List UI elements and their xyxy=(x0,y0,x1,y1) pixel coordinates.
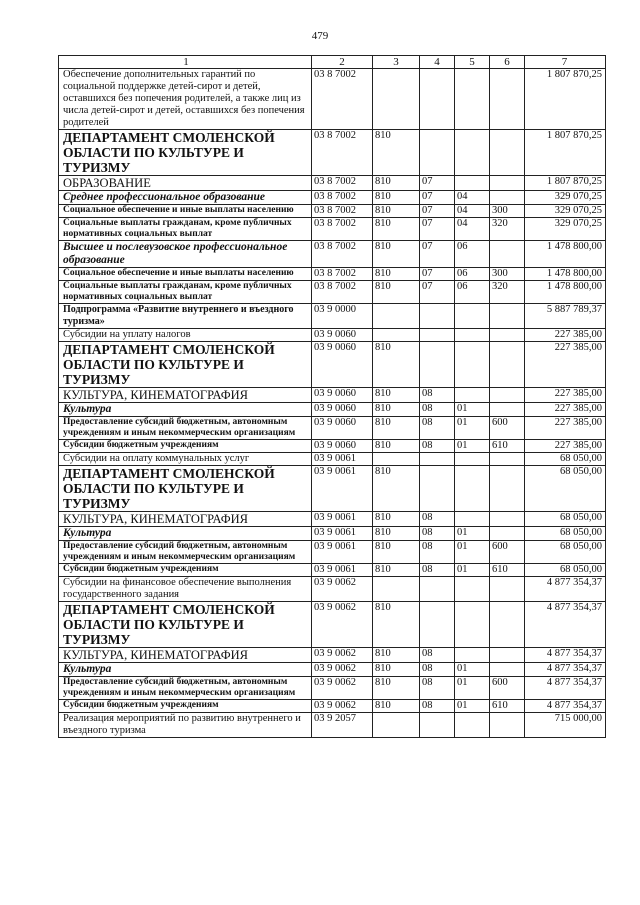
section-cell: 08 xyxy=(420,417,455,440)
subsection-cell: 01 xyxy=(455,700,490,713)
table-row xyxy=(59,329,606,342)
amount-cell: 4 877 354,37 xyxy=(525,663,606,677)
expense-type-cell: 600 xyxy=(490,677,525,700)
name-cell: КУЛЬТУРА, КИНЕМАТОГРАФИЯ xyxy=(59,648,312,663)
section-cell: 08 xyxy=(420,512,455,527)
amount-cell: 4 877 354,37 xyxy=(525,677,606,700)
dept-code-cell: 810 xyxy=(373,440,420,453)
table-row xyxy=(59,512,606,527)
expense-type-cell: 600 xyxy=(490,417,525,440)
section-cell: 08 xyxy=(420,541,455,564)
header-col-2: 2 xyxy=(312,56,373,69)
dept-code-cell: 810 xyxy=(373,700,420,713)
expense-type-cell xyxy=(490,663,525,677)
code-cell: 03 9 0061 xyxy=(312,453,373,466)
subsection-cell xyxy=(455,466,490,512)
expense-type-cell xyxy=(490,388,525,403)
dept-code-cell: 810 xyxy=(373,648,420,663)
code-cell: 03 8 7002 xyxy=(312,281,373,304)
code-cell: 03 8 7002 xyxy=(312,241,373,268)
dept-code-cell: 810 xyxy=(373,677,420,700)
subsection-cell: 01 xyxy=(455,541,490,564)
section-cell: 08 xyxy=(420,648,455,663)
name-cell: Обеспечение дополнительных гарантий по социальной поддержке детей-сирот и детей, оставшихся без попечения родителей, а также лиц из числа детей-сирот и детей, оставшихся без попечения родителей xyxy=(59,69,312,130)
expense-type-cell xyxy=(490,577,525,602)
header-row xyxy=(59,56,606,69)
table-row xyxy=(59,541,606,564)
subsection-cell xyxy=(455,304,490,329)
section-cell xyxy=(420,130,455,176)
name-cell: ДЕПАРТАМЕНТ СМОЛЕНСКОЙ ОБЛАСТИ ПО КУЛЬТУРЕ И ТУРИЗМУ xyxy=(59,130,312,176)
dept-code-cell xyxy=(373,453,420,466)
name-cell: Субсидии на оплату коммунальных услуг xyxy=(59,453,312,466)
table-row xyxy=(59,388,606,403)
header-col-3: 3 xyxy=(373,56,420,69)
table-row xyxy=(59,191,606,205)
section-cell: 08 xyxy=(420,440,455,453)
name-cell: Предоставление субсидий бюджетным, автономным учреждениям и иным некоммерческим организациям xyxy=(59,417,312,440)
subsection-cell xyxy=(455,176,490,191)
table-row xyxy=(59,281,606,304)
dept-code-cell: 810 xyxy=(373,176,420,191)
expense-type-cell xyxy=(490,69,525,130)
section-cell xyxy=(420,577,455,602)
name-cell: Субсидии на уплату налогов xyxy=(59,329,312,342)
section-cell xyxy=(420,329,455,342)
expense-type-cell xyxy=(490,342,525,388)
amount-cell: 1 807 870,25 xyxy=(525,69,606,130)
table-row xyxy=(59,130,606,176)
section-cell xyxy=(420,713,455,738)
amount-cell: 329 070,25 xyxy=(525,205,606,218)
amount-cell: 68 050,00 xyxy=(525,466,606,512)
name-cell: Культура xyxy=(59,663,312,677)
dept-code-cell: 810 xyxy=(373,241,420,268)
name-cell: Субсидии бюджетным учреждениям xyxy=(59,700,312,713)
subsection-cell xyxy=(455,130,490,176)
code-cell: 03 9 0060 xyxy=(312,417,373,440)
code-cell: 03 8 7002 xyxy=(312,218,373,241)
code-cell: 03 9 0061 xyxy=(312,466,373,512)
expense-type-cell xyxy=(490,304,525,329)
table-row xyxy=(59,677,606,700)
table-row xyxy=(59,205,606,218)
dept-code-cell: 810 xyxy=(373,342,420,388)
expense-type-cell: 320 xyxy=(490,218,525,241)
code-cell: 03 8 7002 xyxy=(312,205,373,218)
amount-cell: 68 050,00 xyxy=(525,453,606,466)
expense-type-cell xyxy=(490,602,525,648)
subsection-cell: 01 xyxy=(455,440,490,453)
header-col-1: 1 xyxy=(59,56,312,69)
amount-cell: 4 877 354,37 xyxy=(525,700,606,713)
expense-type-cell xyxy=(490,241,525,268)
name-cell: Субсидии бюджетным учреждениям xyxy=(59,564,312,577)
amount-cell: 1 478 800,00 xyxy=(525,281,606,304)
code-cell: 03 9 2057 xyxy=(312,713,373,738)
subsection-cell: 06 xyxy=(455,281,490,304)
section-cell: 07 xyxy=(420,218,455,241)
amount-cell: 329 070,25 xyxy=(525,191,606,205)
expense-type-cell: 610 xyxy=(490,700,525,713)
subsection-cell xyxy=(455,713,490,738)
table-row xyxy=(59,417,606,440)
header-col-6: 6 xyxy=(490,56,525,69)
dept-code-cell: 810 xyxy=(373,663,420,677)
name-cell: Реализация мероприятий по развитию внутреннего и въездного туризма xyxy=(59,713,312,738)
subsection-cell: 06 xyxy=(455,241,490,268)
table-row xyxy=(59,241,606,268)
amount-cell: 68 050,00 xyxy=(525,512,606,527)
expense-type-cell: 610 xyxy=(490,564,525,577)
name-cell: Социальные выплаты гражданам, кроме публичных нормативных социальных выплат xyxy=(59,218,312,241)
amount-cell: 227 385,00 xyxy=(525,440,606,453)
amount-cell: 5 887 789,37 xyxy=(525,304,606,329)
expense-type-cell: 300 xyxy=(490,205,525,218)
name-cell: Предоставление субсидий бюджетным, автономным учреждениям и иным некоммерческим организациям xyxy=(59,541,312,564)
name-cell: ОБРАЗОВАНИЕ xyxy=(59,176,312,191)
table-row xyxy=(59,602,606,648)
table-row xyxy=(59,713,606,738)
code-cell: 03 9 0062 xyxy=(312,602,373,648)
code-cell: 03 9 0060 xyxy=(312,440,373,453)
code-cell: 03 9 0062 xyxy=(312,648,373,663)
expense-type-cell xyxy=(490,453,525,466)
table-row xyxy=(59,466,606,512)
subsection-cell: 04 xyxy=(455,191,490,205)
expense-type-cell xyxy=(490,466,525,512)
section-cell xyxy=(420,342,455,388)
dept-code-cell: 810 xyxy=(373,403,420,417)
section-cell xyxy=(420,304,455,329)
amount-cell: 227 385,00 xyxy=(525,417,606,440)
subsection-cell xyxy=(455,512,490,527)
dept-code-cell: 810 xyxy=(373,512,420,527)
section-cell xyxy=(420,453,455,466)
code-cell: 03 9 0061 xyxy=(312,541,373,564)
expense-type-cell xyxy=(490,329,525,342)
dept-code-cell xyxy=(373,713,420,738)
name-cell: Культура xyxy=(59,527,312,541)
amount-cell: 227 385,00 xyxy=(525,403,606,417)
code-cell: 03 8 7002 xyxy=(312,69,373,130)
code-cell: 03 8 7002 xyxy=(312,191,373,205)
section-cell xyxy=(420,602,455,648)
section-cell xyxy=(420,466,455,512)
table-row xyxy=(59,218,606,241)
dept-code-cell: 810 xyxy=(373,205,420,218)
name-cell: Высшее и послевузовское профессиональное образование xyxy=(59,241,312,268)
table-row xyxy=(59,564,606,577)
dept-code-cell: 810 xyxy=(373,191,420,205)
table-row xyxy=(59,700,606,713)
subsection-cell: 01 xyxy=(455,663,490,677)
subsection-cell xyxy=(455,342,490,388)
table-row xyxy=(59,527,606,541)
section-cell: 08 xyxy=(420,700,455,713)
section-cell: 07 xyxy=(420,205,455,218)
subsection-cell: 01 xyxy=(455,403,490,417)
table-row xyxy=(59,648,606,663)
subsection-cell: 04 xyxy=(455,218,490,241)
subsection-cell: 01 xyxy=(455,564,490,577)
amount-cell: 227 385,00 xyxy=(525,329,606,342)
name-cell: Культура xyxy=(59,403,312,417)
subsection-cell xyxy=(455,388,490,403)
table-row xyxy=(59,453,606,466)
expense-type-cell: 610 xyxy=(490,440,525,453)
dept-code-cell: 810 xyxy=(373,218,420,241)
subsection-cell xyxy=(455,648,490,663)
amount-cell: 4 877 354,37 xyxy=(525,577,606,602)
code-cell: 03 9 0060 xyxy=(312,329,373,342)
section-cell: 07 xyxy=(420,191,455,205)
name-cell: ДЕПАРТАМЕНТ СМОЛЕНСКОЙ ОБЛАСТИ ПО КУЛЬТУРЕ И ТУРИЗМУ xyxy=(59,466,312,512)
section-cell: 08 xyxy=(420,663,455,677)
code-cell: 03 8 7002 xyxy=(312,130,373,176)
amount-cell: 4 877 354,37 xyxy=(525,602,606,648)
table-row xyxy=(59,342,606,388)
expense-type-cell xyxy=(490,713,525,738)
code-cell: 03 9 0060 xyxy=(312,342,373,388)
dept-code-cell xyxy=(373,577,420,602)
section-cell: 08 xyxy=(420,388,455,403)
header-col-5: 5 xyxy=(455,56,490,69)
name-cell: КУЛЬТУРА, КИНЕМАТОГРАФИЯ xyxy=(59,512,312,527)
section-cell: 08 xyxy=(420,564,455,577)
section-cell: 08 xyxy=(420,403,455,417)
name-cell: ДЕПАРТАМЕНТ СМОЛЕНСКОЙ ОБЛАСТИ ПО КУЛЬТУРЕ И ТУРИЗМУ xyxy=(59,342,312,388)
budget-table-body xyxy=(59,56,606,738)
expense-type-cell xyxy=(490,403,525,417)
header-col-4: 4 xyxy=(420,56,455,69)
expense-type-cell xyxy=(490,512,525,527)
dept-code-cell: 810 xyxy=(373,541,420,564)
amount-cell: 68 050,00 xyxy=(525,527,606,541)
name-cell: Социальное обеспечение и иные выплаты населению xyxy=(59,268,312,281)
amount-cell: 329 070,25 xyxy=(525,218,606,241)
amount-cell: 715 000,00 xyxy=(525,713,606,738)
code-cell: 03 8 7002 xyxy=(312,176,373,191)
subsection-cell xyxy=(455,69,490,130)
code-cell: 03 8 7002 xyxy=(312,268,373,281)
amount-cell: 227 385,00 xyxy=(525,342,606,388)
subsection-cell xyxy=(455,453,490,466)
amount-cell: 1 807 870,25 xyxy=(525,176,606,191)
expense-type-cell xyxy=(490,130,525,176)
table-row xyxy=(59,176,606,191)
expense-type-cell xyxy=(490,527,525,541)
amount-cell: 227 385,00 xyxy=(525,388,606,403)
expense-type-cell: 300 xyxy=(490,268,525,281)
dept-code-cell: 810 xyxy=(373,281,420,304)
name-cell: Предоставление субсидий бюджетным, автономным учреждениям и иным некоммерческим организациям xyxy=(59,677,312,700)
dept-code-cell: 810 xyxy=(373,417,420,440)
dept-code-cell: 810 xyxy=(373,564,420,577)
subsection-cell xyxy=(455,577,490,602)
name-cell: Среднее профессиональное образование xyxy=(59,191,312,205)
section-cell: 07 xyxy=(420,281,455,304)
budget-table xyxy=(58,55,606,738)
dept-code-cell: 810 xyxy=(373,130,420,176)
amount-cell: 1 478 800,00 xyxy=(525,241,606,268)
dept-code-cell: 810 xyxy=(373,388,420,403)
dept-code-cell: 810 xyxy=(373,268,420,281)
table-row xyxy=(59,577,606,602)
expense-type-cell xyxy=(490,176,525,191)
name-cell: Подпрограмма «Развитие внутреннего и въездного туризма» xyxy=(59,304,312,329)
dept-code-cell xyxy=(373,329,420,342)
amount-cell: 68 050,00 xyxy=(525,541,606,564)
expense-type-cell: 600 xyxy=(490,541,525,564)
expense-type-cell xyxy=(490,648,525,663)
code-cell: 03 9 0060 xyxy=(312,388,373,403)
code-cell: 03 9 0061 xyxy=(312,512,373,527)
name-cell: КУЛЬТУРА, КИНЕМАТОГРАФИЯ xyxy=(59,388,312,403)
dept-code-cell: 810 xyxy=(373,602,420,648)
code-cell: 03 9 0061 xyxy=(312,564,373,577)
dept-code-cell xyxy=(373,69,420,130)
section-cell: 07 xyxy=(420,241,455,268)
table-row xyxy=(59,663,606,677)
subsection-cell: 01 xyxy=(455,417,490,440)
code-cell: 03 9 0062 xyxy=(312,677,373,700)
header-col-7: 7 xyxy=(525,56,606,69)
amount-cell: 1 478 800,00 xyxy=(525,268,606,281)
table-row xyxy=(59,403,606,417)
dept-code-cell: 810 xyxy=(373,466,420,512)
subsection-cell: 04 xyxy=(455,205,490,218)
expense-type-cell xyxy=(490,191,525,205)
expense-type-cell: 320 xyxy=(490,281,525,304)
amount-cell: 68 050,00 xyxy=(525,564,606,577)
subsection-cell xyxy=(455,602,490,648)
dept-code-cell: 810 xyxy=(373,527,420,541)
code-cell: 03 9 0062 xyxy=(312,663,373,677)
code-cell: 03 9 0000 xyxy=(312,304,373,329)
code-cell: 03 9 0060 xyxy=(312,403,373,417)
section-cell xyxy=(420,69,455,130)
section-cell: 08 xyxy=(420,677,455,700)
section-cell: 07 xyxy=(420,268,455,281)
code-cell: 03 9 0062 xyxy=(312,577,373,602)
name-cell: Субсидии на финансовое обеспечение выполнения государственного задания xyxy=(59,577,312,602)
table-row xyxy=(59,440,606,453)
name-cell: Социальные выплаты гражданам, кроме публичных нормативных социальных выплат xyxy=(59,281,312,304)
dept-code-cell xyxy=(373,304,420,329)
table-row xyxy=(59,304,606,329)
subsection-cell: 06 xyxy=(455,268,490,281)
code-cell: 03 9 0061 xyxy=(312,527,373,541)
code-cell: 03 9 0062 xyxy=(312,700,373,713)
subsection-cell xyxy=(455,329,490,342)
name-cell: Социальное обеспечение и иные выплаты населению xyxy=(59,205,312,218)
amount-cell: 4 877 354,37 xyxy=(525,648,606,663)
amount-cell: 1 807 870,25 xyxy=(525,130,606,176)
table-row xyxy=(59,268,606,281)
subsection-cell: 01 xyxy=(455,527,490,541)
subsection-cell: 01 xyxy=(455,677,490,700)
name-cell: Субсидии бюджетным учреждениям xyxy=(59,440,312,453)
table-row xyxy=(59,69,606,130)
section-cell: 07 xyxy=(420,176,455,191)
name-cell: ДЕПАРТАМЕНТ СМОЛЕНСКОЙ ОБЛАСТИ ПО КУЛЬТУРЕ И ТУРИЗМУ xyxy=(59,602,312,648)
page-number: 479 xyxy=(311,30,329,42)
section-cell: 08 xyxy=(420,527,455,541)
